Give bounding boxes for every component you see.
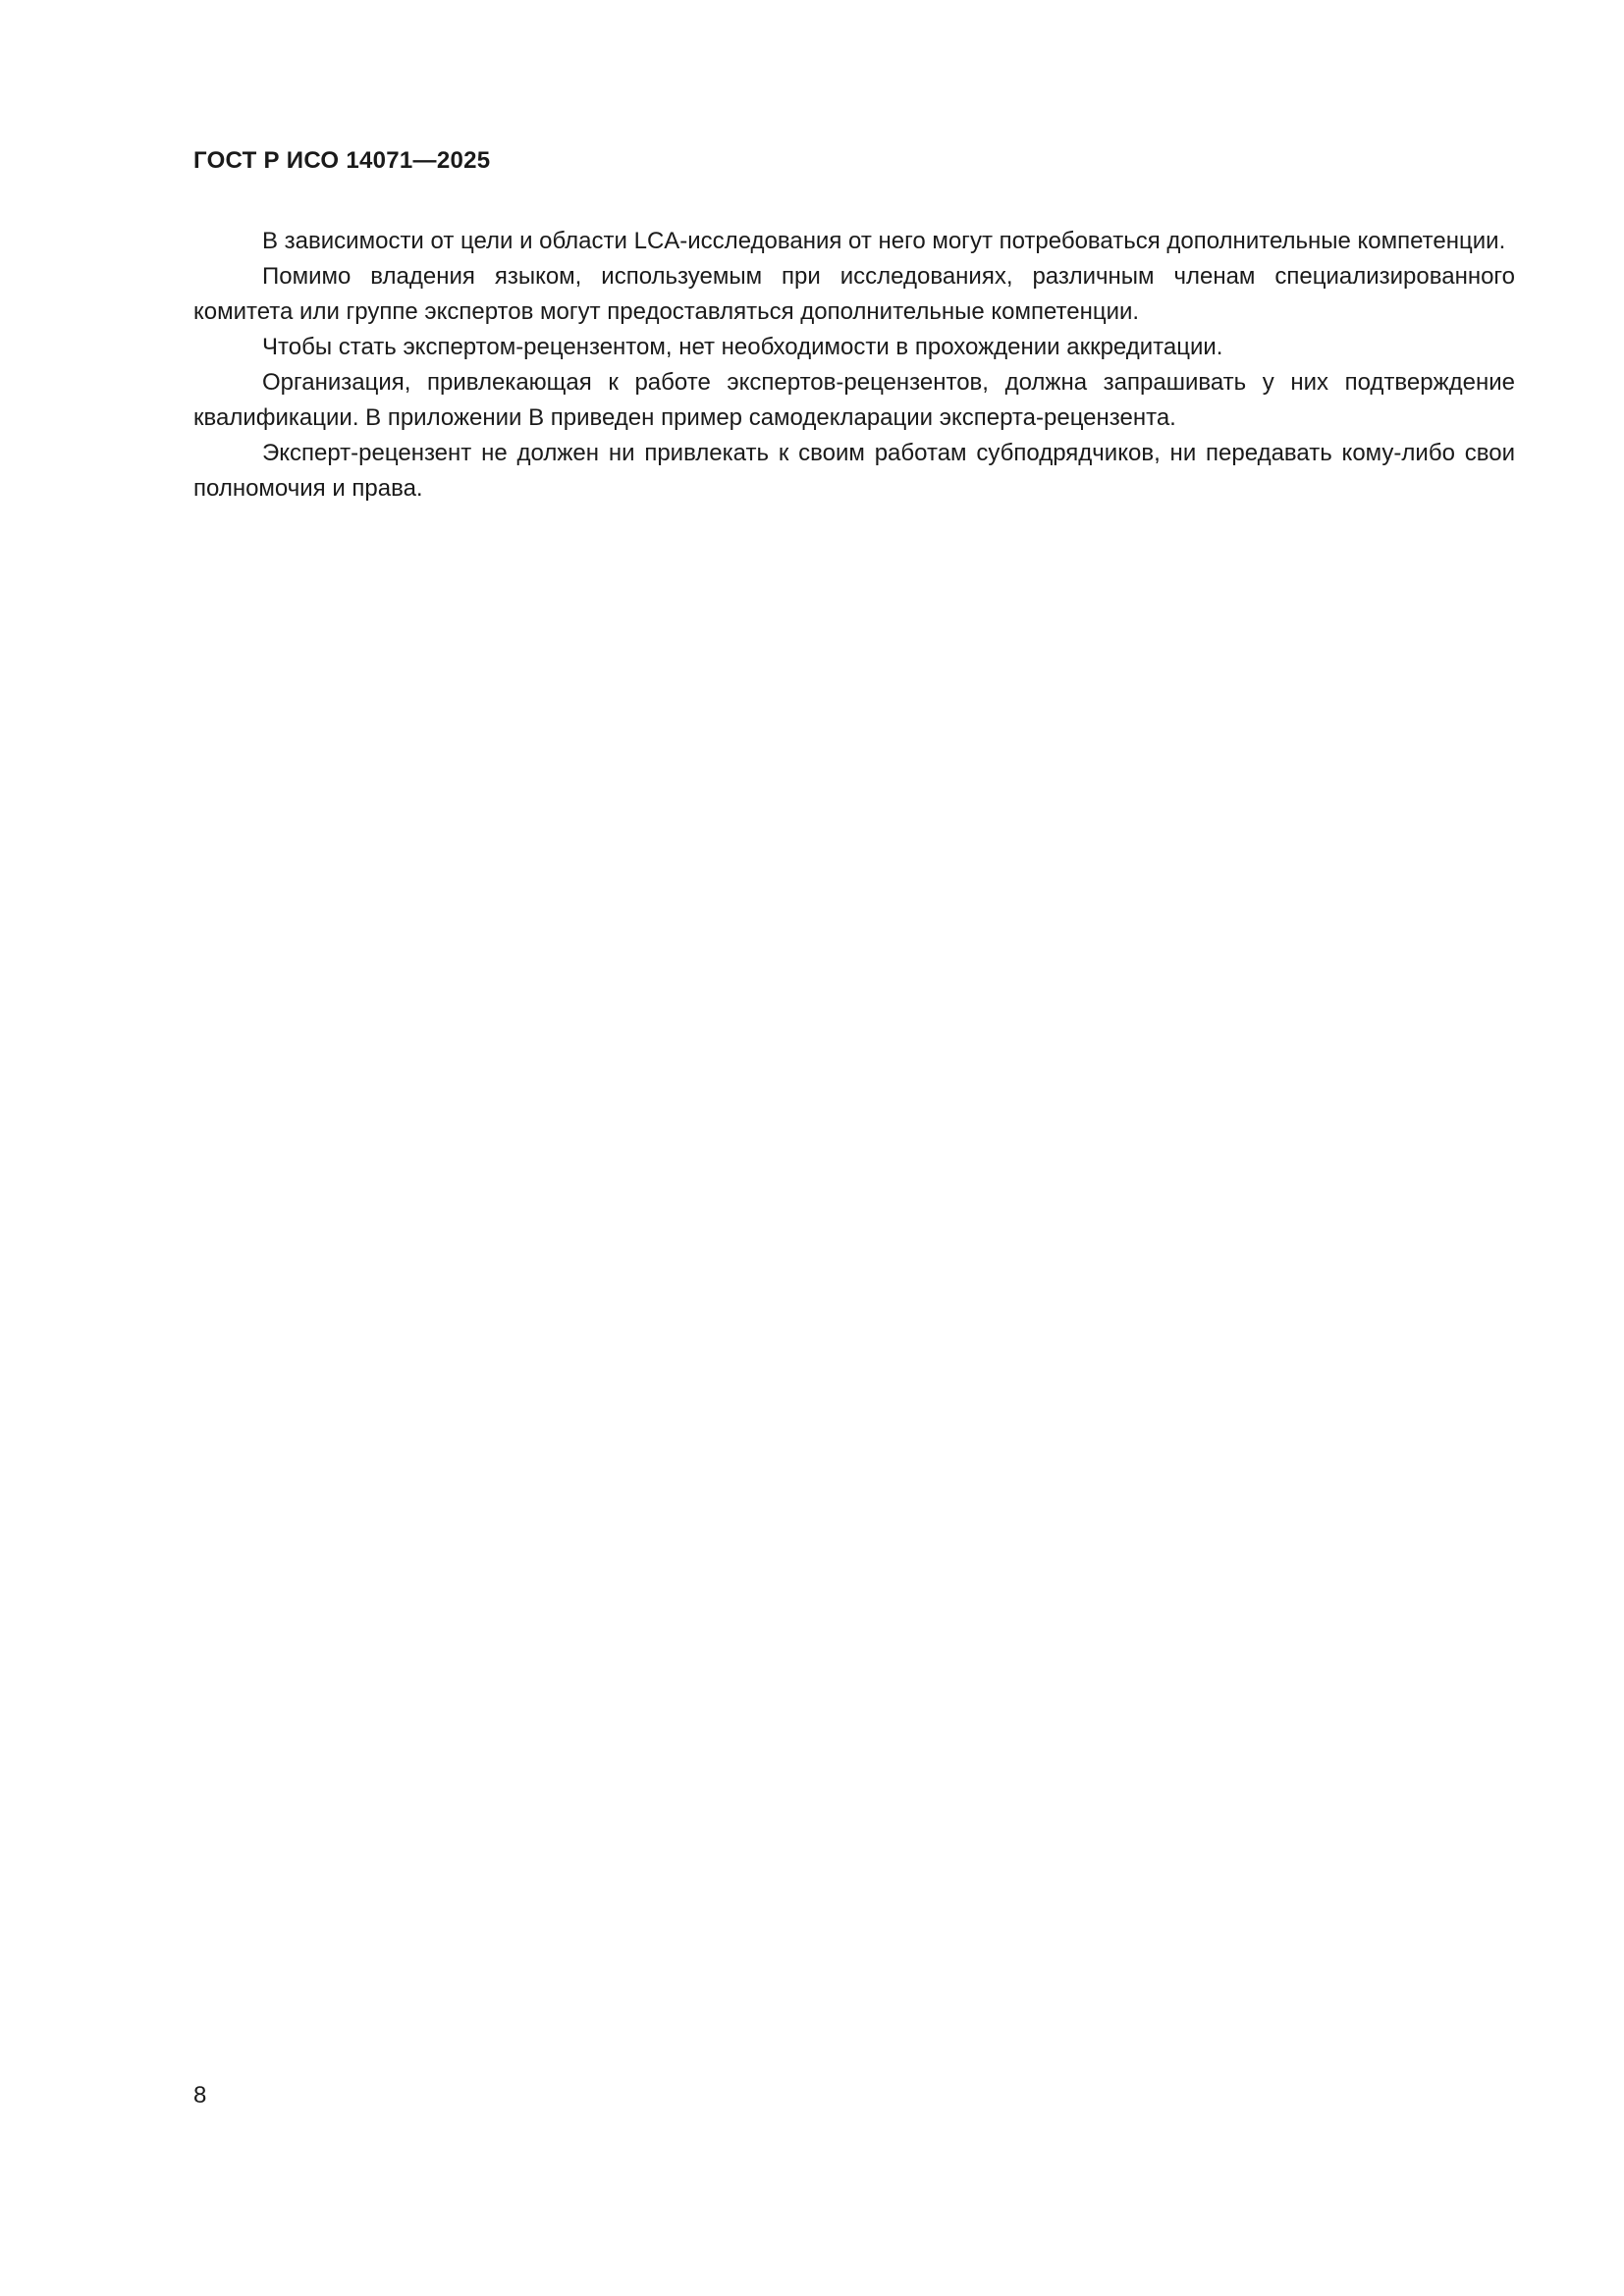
paragraph-5: Эксперт-рецензент не должен ни привлекать к своим работам субподрядчиков, ни передавать кому-либо свои полномочия и права. <box>193 440 1515 502</box>
paragraph-2: Помимо владения языком, используемым при исследованиях, различным членам специализированного комитета или группе экспертов могут предоставляться дополнительные компетенции. <box>193 263 1515 325</box>
document-body <box>193 224 1515 507</box>
paragraph-3: Чтобы стать экспертом-рецензентом, нет необходимости в прохождении аккредитации. <box>262 334 1223 360</box>
paragraph-4: Организация, привлекающая к работе экспертов-рецензентов, должна запрашивать у них подтверждение квалификации. В приложении В приведен пример самодекларации эксперта-рецензента. <box>193 369 1515 431</box>
document-header: ГОСТ Р ИСО 14071—2025 <box>193 147 491 174</box>
paragraph-1: В зависимости от цели и области LCA-исследования от него могут потребоваться дополнительные компетенции. <box>262 228 1506 254</box>
page-number: 8 <box>193 2082 207 2109</box>
